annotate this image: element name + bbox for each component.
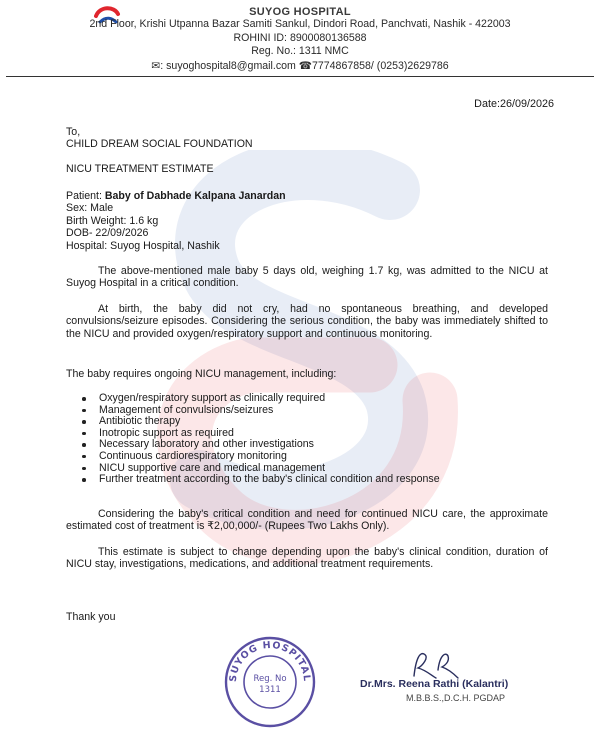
registration-number: Reg. No.: 1311 NMC xyxy=(251,45,349,58)
doctor-name: Dr.Mrs. Reena Rathi (Kalantri) xyxy=(360,678,509,690)
requirements-intro: The baby requires ongoing NICU management, including: xyxy=(66,368,337,380)
salutation-to: To, xyxy=(66,126,81,138)
recipient-name: CHILD DREAM SOCIAL FOUNDATION xyxy=(66,138,253,151)
letterhead xyxy=(0,6,600,73)
paragraph-disclaimer: This estimate is subject to change depending upon the baby's clinical condition, duration of NICU stay, investigations, medications, and additional treatment requirements. xyxy=(66,546,548,571)
patient-label: Patient: xyxy=(66,190,102,202)
paragraph-birth-condition: At birth, the baby did not cry, had no spontaneous breathing, and developed convulsions/seizure episodes. Considering the serious condition, the baby was immediately shifted to the NICU and provided oxygen/respiratory support and continuous monitoring. xyxy=(66,303,548,340)
paragraph-admission: The above-mentioned male baby 5 days old, weighing 1.7 kg, was admitted to the NICU at Suyog Hospital in a critical condition. xyxy=(66,265,548,290)
list-item: NICU supportive care and medical management xyxy=(66,463,548,475)
list-item: Continuous cardiorespiratory monitoring xyxy=(66,451,548,463)
hospital-name: SUYOG HOSPITAL xyxy=(249,6,351,18)
list-item: Oxygen/respiratory support as clinically required xyxy=(66,393,548,405)
contact-line xyxy=(0,59,600,73)
svg-text:1311: 1311 xyxy=(259,685,281,695)
list-item: Antibiotic therapy xyxy=(66,416,548,428)
rohini-id: ROHINI ID: 8900080136588 xyxy=(233,31,367,44)
svg-text:SUYOG HOSPITAL: SUYOG HOSPITAL xyxy=(227,639,313,683)
recipient-block xyxy=(66,126,548,151)
handwritten-signature xyxy=(408,648,478,682)
letter-date: Date:26/09/2026 xyxy=(474,98,554,110)
requirements-list xyxy=(66,393,548,486)
list-item: Further treatment according to the baby's clinical condition and response xyxy=(66,474,548,486)
hospital-stamp xyxy=(222,634,318,730)
patient-name: Baby of Dabhade Kalpana Janardan xyxy=(104,190,286,202)
patient-birth-weight: Birth Weight: 1.6 kg xyxy=(66,214,159,227)
header-divider xyxy=(6,76,594,77)
closing-thanks: Thank you xyxy=(66,611,116,623)
patient-details xyxy=(66,190,548,252)
svg-text:Reg. No: Reg. No xyxy=(253,674,287,684)
email-icon: ✉: xyxy=(151,59,164,72)
doctor-degrees: M.B.B.S.,D.C.H. PGDAP xyxy=(406,693,506,703)
hospital-email: suyoghospital8@gmail.com xyxy=(166,59,296,72)
hospital-address: 2nd Floor, Krishi Utpanna Bazar Samiti Sankul, Dindori Road, Panchvati, Nashik - 422003 xyxy=(89,18,511,30)
letter-subject: NICU TREATMENT ESTIMATE xyxy=(66,163,214,175)
paragraph-estimate: Considering the baby's critical condition and need for continued NICU care, the approximate estimated cost of treatment is ₹2,00,000/- (Rupees Two Lakhs Only). xyxy=(66,508,548,533)
patient-dob: DOB- 22/09/2026 xyxy=(66,227,149,240)
hospital-phone: 7774867858/ (0253)2629786 xyxy=(311,59,449,72)
patient-sex: Sex: Male xyxy=(66,202,114,215)
patient-hospital: Hospital: Suyog Hospital, Nashik xyxy=(66,239,220,252)
list-item: Necessary laboratory and other investigations xyxy=(66,439,548,451)
list-item: Inotropic support as required xyxy=(66,428,548,440)
phone-icon: ☎ xyxy=(298,59,312,72)
patient-line xyxy=(66,190,548,202)
list-item: Management of convulsions/seizures xyxy=(66,405,548,417)
